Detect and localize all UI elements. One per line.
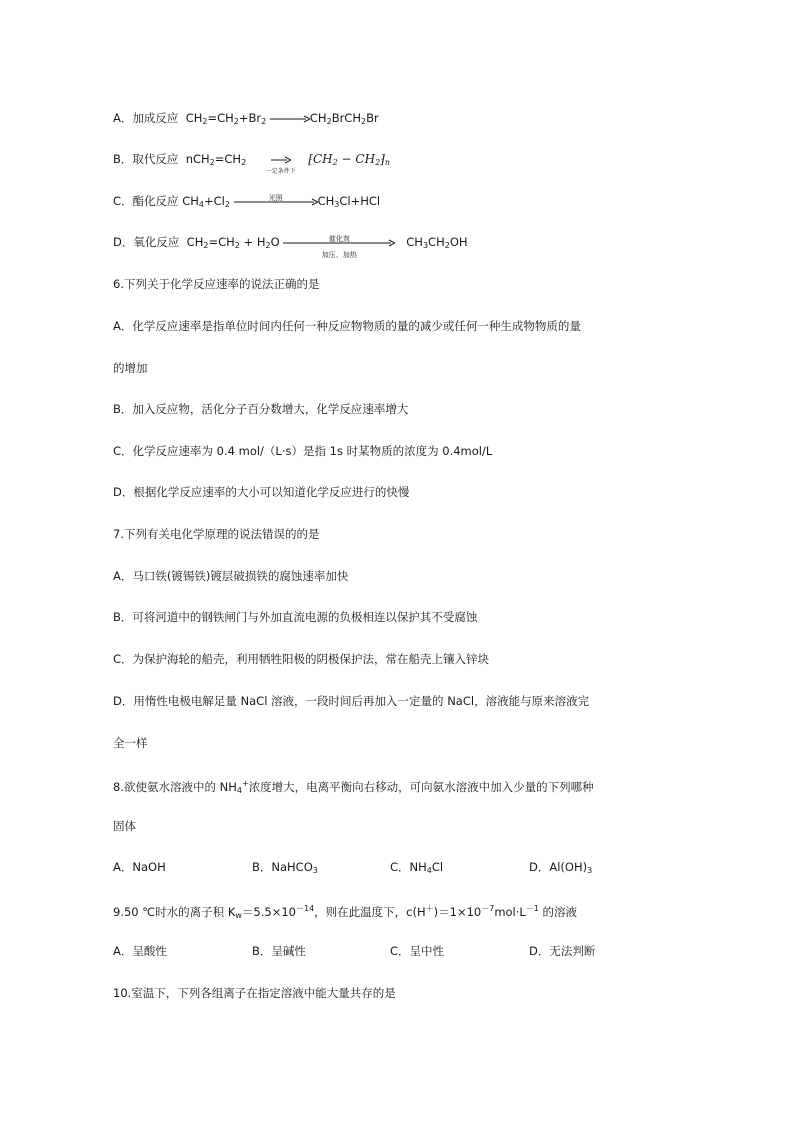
q7-option-b: B．可将河道中的钢铁闸门与外加直流电源的负极相连以保护其不受腐蚀 xyxy=(113,610,478,624)
q6-option-b: B．加入反应物，活化分子百分数增大，化学反应速率增大 xyxy=(113,402,409,416)
q8-option-c: C．$NH_4Cl$ xyxy=(390,860,444,875)
question-10-stem: 10.室温下，下列各组离子在指定溶液中能大量共存的是 xyxy=(113,986,396,1000)
q5-option-b: B．取代反应 $nCH_2=CH_2$ 一定条件下 $⁅CH_2$ − $CH_2⁆_n$ xyxy=(113,152,390,175)
q6-option-d: D．根据化学反应速率的大小可以知道化学反应进行的快慢 xyxy=(113,485,410,499)
question-8-stem: 8.欲使氨水溶液中的 $NH_4^+$浓度增大，电离平衡向右移动，可向氨水溶液中加入少量的下列哪种 xyxy=(113,779,594,795)
q5-option-a: A．加成反应 $CH_2=CH_2+Br_2$ $CH_2BrCH_2Br$ xyxy=(113,111,379,126)
q8-option-d: D．$Al(OH)_3$ xyxy=(529,860,593,875)
q9-option-c: C．呈中性 xyxy=(390,944,445,958)
reaction-arrow-icon: 光照 xyxy=(234,198,318,206)
q6-option-c: C．化学反应速率为 0.4 mol/（L·s）是指 1s 时某物质的浓度为 0.4mol/L xyxy=(113,444,493,458)
q7-option-c: C．为保护海轮的船壳，利用牺牲阳极的阴极保护法，常在船壳上镶入锌块 xyxy=(113,652,490,666)
question-7-stem: 7.下列有关电化学原理的说法错误的的是 xyxy=(113,527,320,541)
q7-option-d: D．用惰性电极电解足量 NaCl 溶液，一段时间后再加入一定量的 NaCl，溶液能与原来溶液完 xyxy=(113,694,590,708)
q9-option-d: D．无法判断 xyxy=(529,944,596,958)
q9-option-a: A．呈酸性 xyxy=(113,944,167,958)
question-9-stem: 9.50 ℃时水的离子积 $K_w=5.5\times 10^{-14}$，则在此温度下，$c(H^+)=1\times 10^{-7}mol\cdot L^{-1}$ 的溶液 xyxy=(113,904,578,920)
question-6-stem: 6.下列关于化学反应速率的说法正确的是 xyxy=(113,277,320,291)
polymer-formula: $⁅CH_2$ − $CH_2⁆_n$ xyxy=(304,152,390,167)
reaction-arrow-icon: 一定条件下 xyxy=(261,156,301,164)
question-8-stem-cont: 固体 xyxy=(113,819,136,833)
q8-option-b: B．NaHCO$_3$ xyxy=(252,860,318,875)
q6-option-a-cont: 的增加 xyxy=(113,361,148,375)
q7-option-a: A．马口铁(镀锡铁)镀层破损铁的腐蚀速率加快 xyxy=(113,569,349,583)
q7-option-d-cont: 全一样 xyxy=(113,736,148,750)
q6-option-a: A．化学反应速率是指单位时间内任何一种反应物物质的量的减少或任何一种生成物物质的量 xyxy=(113,319,581,333)
reaction-arrow-icon: 催化剂 加压、加热 xyxy=(283,239,395,247)
q5-option-d: D．氧化反应 $CH_2=CH_2 + H_2O$ 催化剂 加压、加热 $CH_3CH_2OH$ xyxy=(113,234,468,259)
q5-option-c: C．酯化反应 $CH_4+Cl_2$ 光照 $CH_3Cl+HCl$ xyxy=(113,193,381,209)
q8-option-a: A．NaOH xyxy=(113,860,166,874)
reaction-arrow-icon xyxy=(270,115,310,123)
q9-option-b: B．呈碱性 xyxy=(252,944,306,958)
